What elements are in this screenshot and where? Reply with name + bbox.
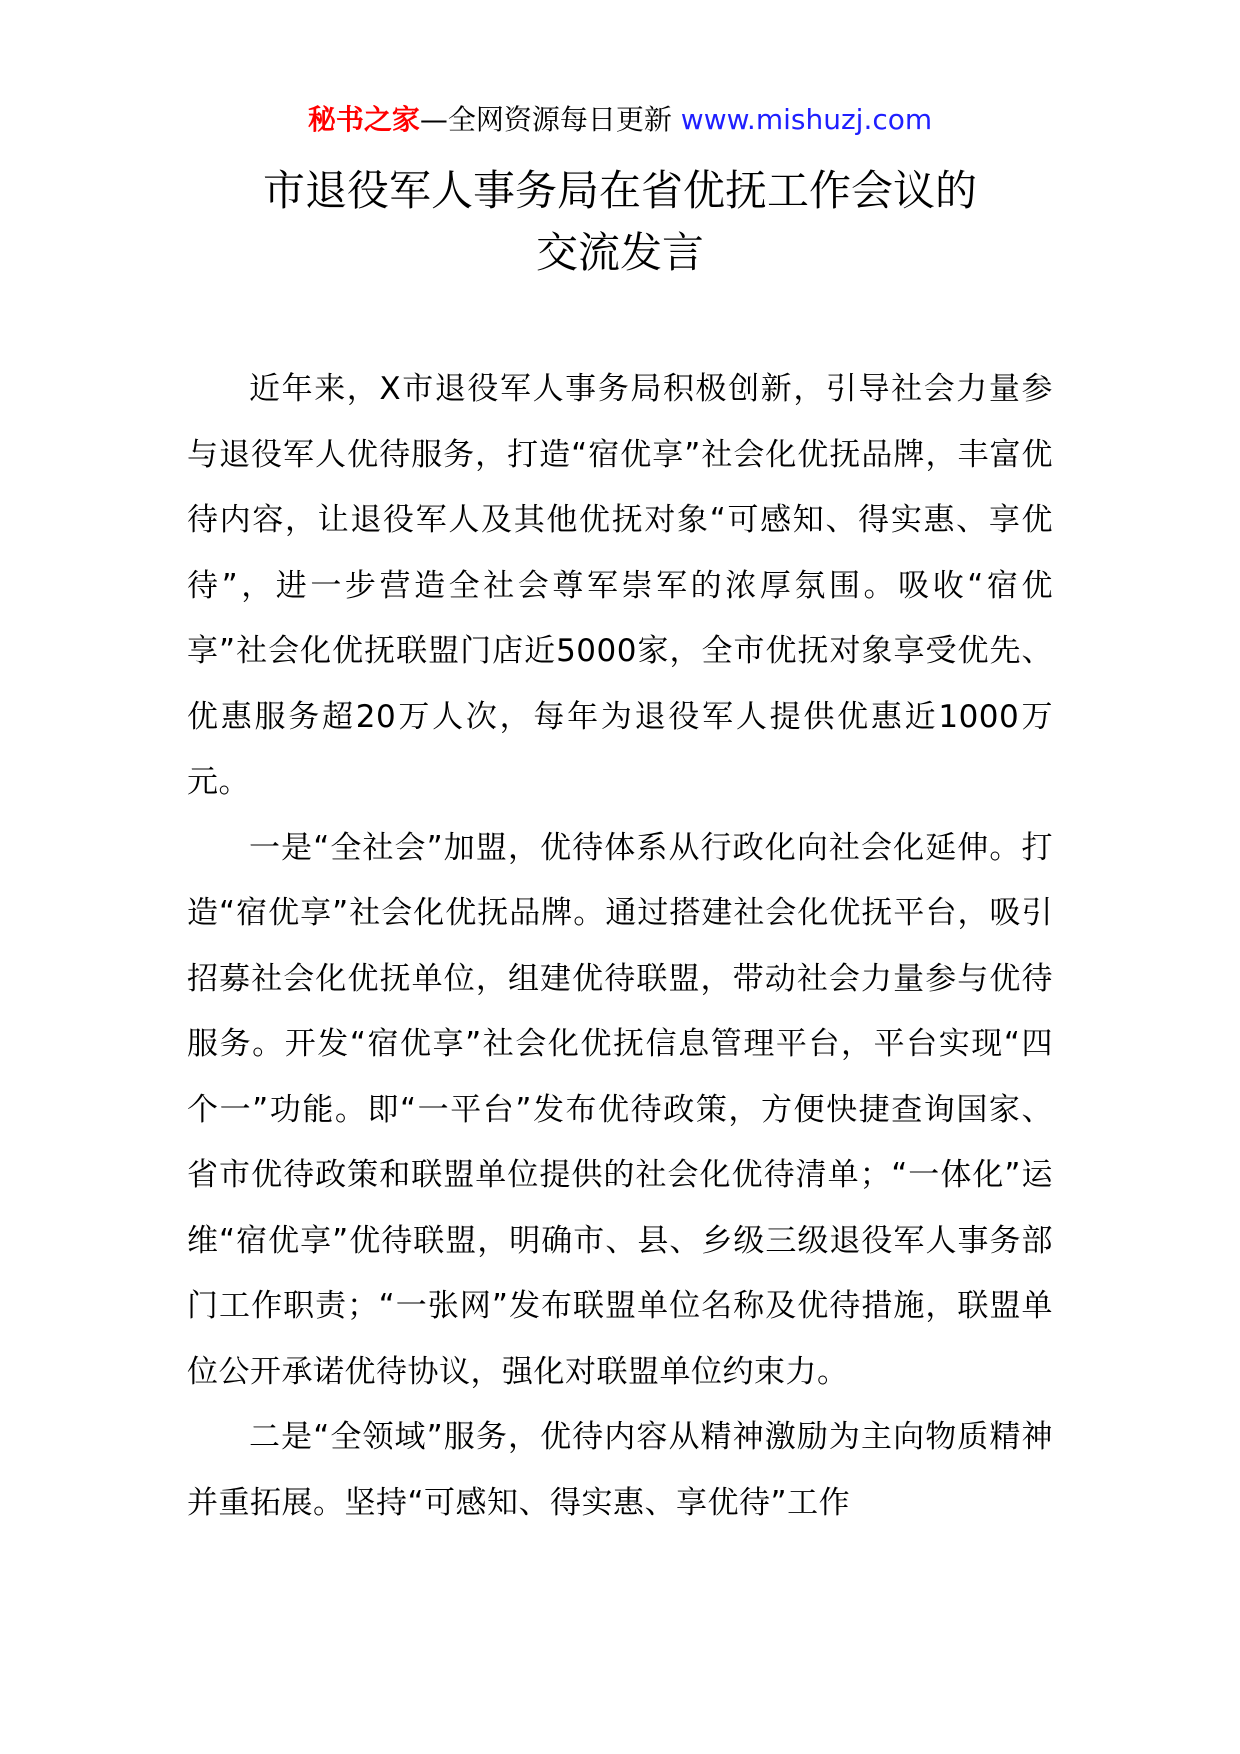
- header-tagline: —全网资源每日更新: [419, 103, 672, 136]
- title-line-1: 市退役军人事务局在省优抚工作会议的: [262, 166, 977, 215]
- site-header-banner: [0, 100, 1240, 140]
- paragraph-point-two: 二是“全领域”服务，优待内容从精神激励为主向物质精神并重拓展。坚持“可感知、得实惠、享优待”工作: [187, 1419, 1053, 1521]
- document-title: [0, 160, 1240, 284]
- site-url-link[interactable]: www.mishuzj.com: [680, 103, 933, 136]
- title-line-2: 交流发言: [535, 228, 704, 277]
- paragraph-intro: 近年来，X市退役军人事务局积极创新，引导社会力量参与退役军人优待服务，打造“宿优享”社会化优抚品牌，丰富优待内容，让退役军人及其他优抚对象“可感知、得实惠、享优待”，进一步营造全社会尊军崇军的浓厚氛围。吸收“宿优享”社会化优抚联盟门店近5000家，全市优抚对象享受优先、优惠服务超20万人次，每年为退役军人提供优惠近1000万元。: [187, 371, 1053, 800]
- brand-name: 秘书之家: [307, 103, 420, 136]
- paragraph-point-one: 一是“全社会”加盟，优待体系从行政化向社会化延伸。打造“宿优享”社会化优抚品牌。通过搭建社会化优抚平台，吸引招募社会化优抚单位，组建优待联盟，带动社会力量参与优待服务。开发“宿优享”社会化优抚信息管理平台，平台实现“四个一”功能。即“一平台”发布优待政策，方便快捷查询国家、省市优待政策和联盟单位提供的社会化优待清单；“一体化”运维“宿优享”优待联盟，明确市、县、乡级三级退役军人事务部门工作职责；“一张网”发布联盟单位名称及优待措施，联盟单位公开承诺优待协议，强化对联盟单位约束力。: [187, 829, 1053, 1390]
- document-body: [187, 357, 1053, 1536]
